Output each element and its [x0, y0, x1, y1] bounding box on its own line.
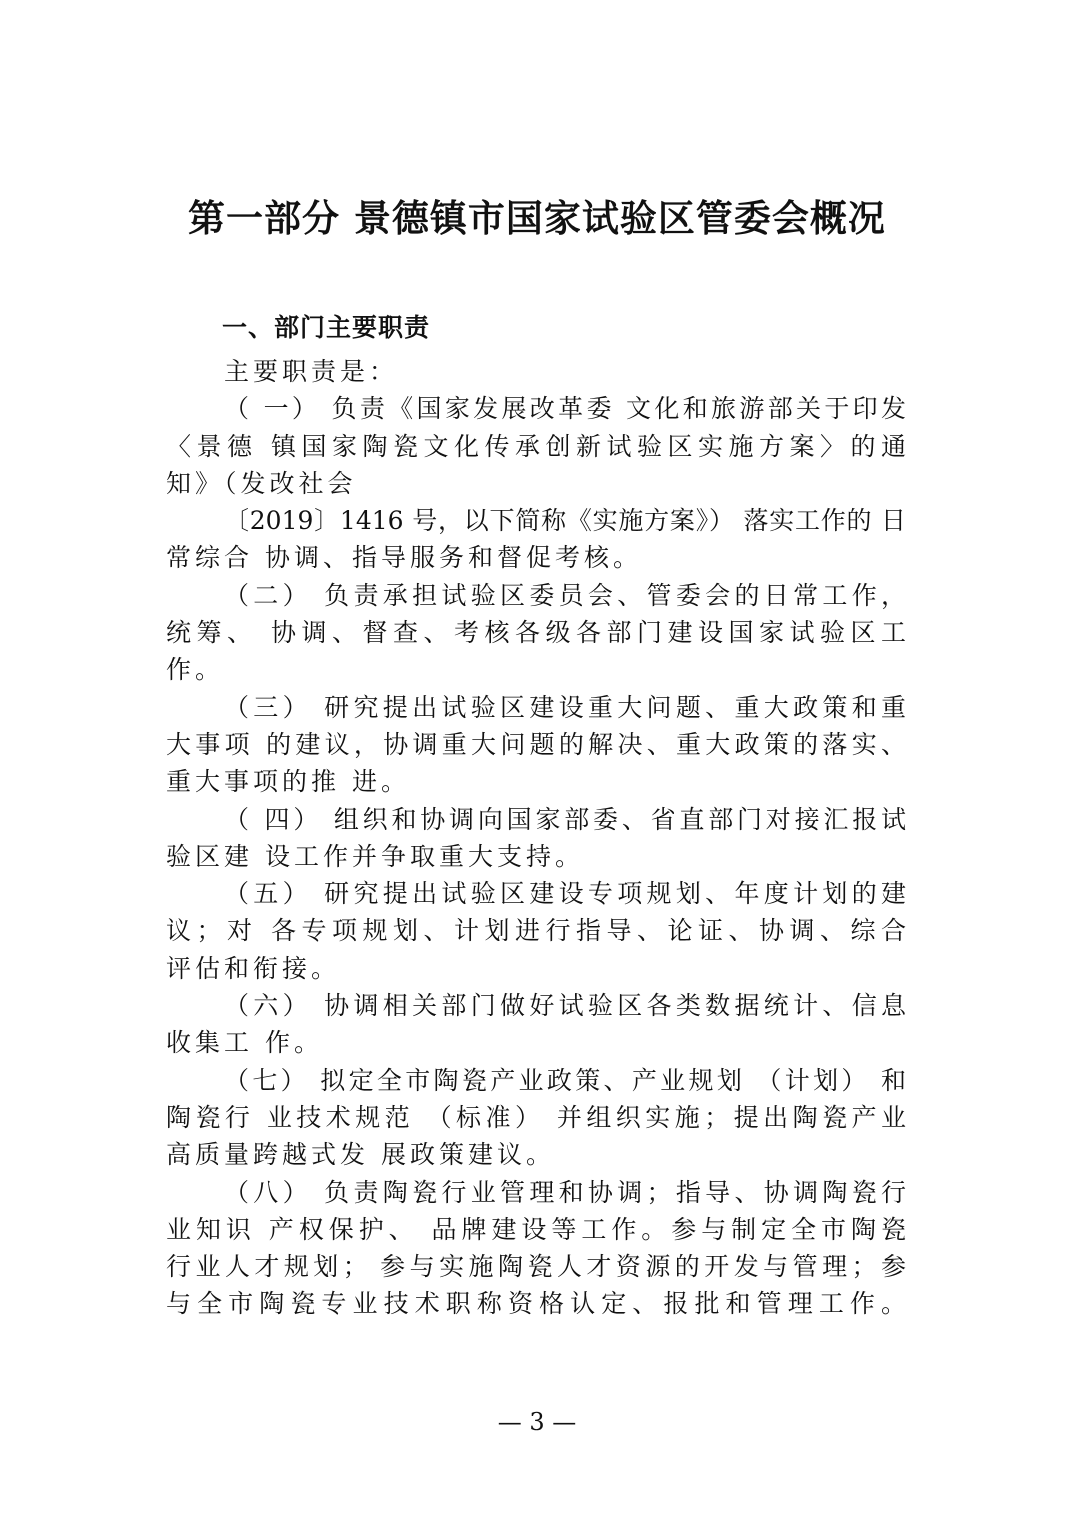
- text-line: 高质量跨越式发 展政策建议。: [166, 1140, 555, 1170]
- section-heading: 一、部门主要职责: [222, 313, 431, 342]
- text-line: 行业人才规划； 参与实施陶瓷人才资源的开发与管理；参: [166, 1252, 906, 1282]
- text-line: 主要职责是：: [224, 357, 399, 386]
- text-line: 〔2019〕1416 号，以下简称《实施方案》） 落实工作的 日: [224, 506, 906, 536]
- text-line: 业知识 产权保护、 品牌建设等工作。参与制定全市陶瓷: [166, 1214, 906, 1244]
- text-line: 常综合 协调、指导服务和督促考核。: [166, 543, 642, 573]
- text-line: 评估和衔接。: [166, 953, 341, 983]
- text-line: 与全市陶瓷专业技术职称资格认定、报批和管理工作。: [166, 1289, 906, 1319]
- text-line: （五） 研究提出试验区建设专项规划、年度计划的建: [224, 879, 906, 909]
- text-line: 陶瓷行 业技术规范 （标准） 并组织实施；提出陶瓷产业: [166, 1102, 906, 1132]
- page-title: 第一部分 景德镇市国家试验区管委会概况: [188, 197, 886, 240]
- text-line: 作。: [166, 655, 225, 685]
- text-line: 收集工 作。: [166, 1028, 323, 1058]
- text-line: 重大事项的推 进。: [166, 767, 410, 797]
- text-line: 知》（发改社会: [166, 468, 357, 498]
- text-line: （七） 拟定全市陶瓷产业政策、产业规划 （计划） 和: [224, 1065, 906, 1095]
- text-line: 统筹、 协调、督查、考核各级各部门建设国家试验区工: [166, 618, 906, 648]
- text-line: 验区建 设工作并争取重大支持。: [166, 841, 584, 871]
- text-line: （六） 协调相关部门做好试验区各类数据统计、信息: [224, 991, 906, 1021]
- text-line: （三） 研究提出试验区建设重大问题、重大政策和重: [224, 692, 906, 722]
- text-line: 大事项 的建议，协调重大问题的解决、重大政策的落实、: [166, 729, 906, 759]
- body-text: [166, 353, 906, 1323]
- text-line: 议；对 各专项规划、计划进行指导、论证、协调、综合: [166, 916, 906, 946]
- text-line: 〈景德 镇国家陶瓷文化传承创新试验区实施方案〉的通: [166, 431, 906, 461]
- text-line: （八） 负责陶瓷行业管理和协调；指导、协调陶瓷行: [224, 1177, 906, 1207]
- text-line: （ 四） 组织和协调向国家部委、省直部门对接汇报试: [224, 804, 906, 834]
- text-line: （ 一） 负责《国家发展改革委 文化和旅游部关于印发: [224, 394, 906, 424]
- page-number: — 3 —: [497, 1408, 577, 1436]
- text-line: （二） 负责承担试验区委员会、管委会的日常工作，: [224, 580, 906, 610]
